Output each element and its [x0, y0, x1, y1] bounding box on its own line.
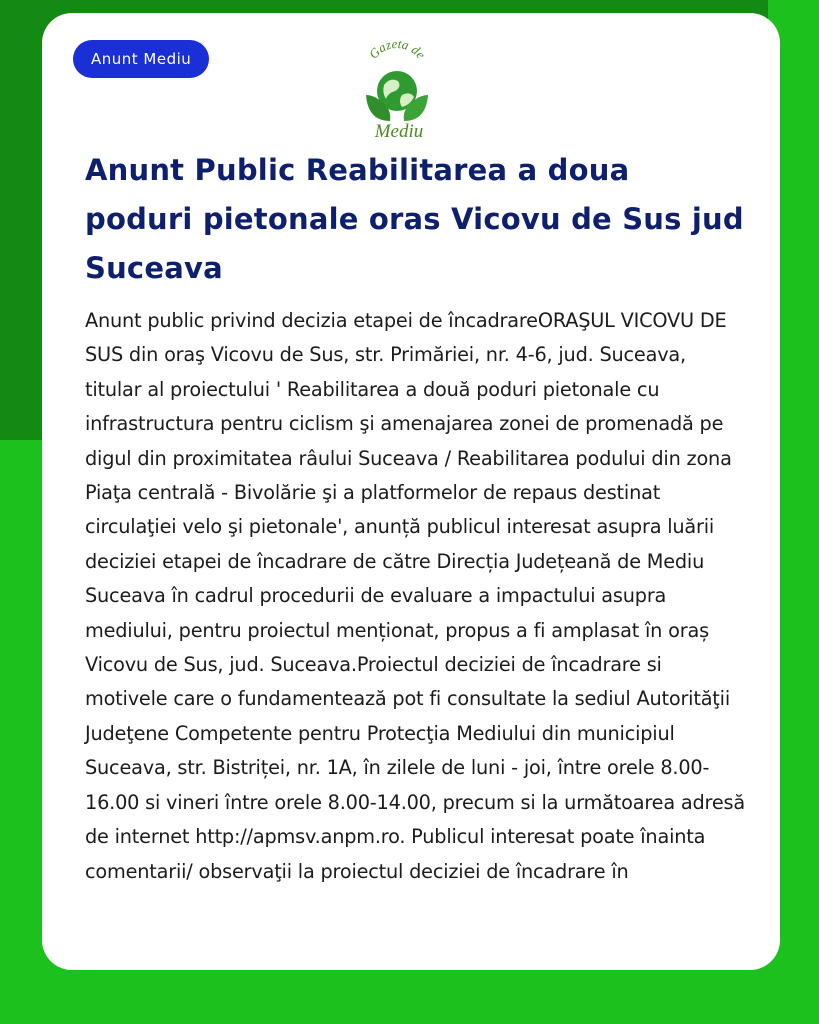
category-badge[interactable]: Anunt Mediu — [73, 40, 209, 78]
svg-text:Mediu: Mediu — [374, 121, 424, 142]
article-title: Anunt Public Reabilitarea a doua poduri pietonale oras Vicovu de Sus jud Suceava — [85, 153, 744, 285]
svg-text:Gazeta de: Gazeta de — [365, 35, 429, 62]
article-card — [42, 13, 780, 970]
article-body: Anunt public privind decizia etapei de încadrareORAŞUL VICOVU DE SUS din oraş Vicovu de Sus, str. Primăriei, nr. 4-6, jud. Suceava, titular al proiectului ' Reabilitarea a două poduri pietonale cu infrastructura pentru ciclism şi amenajarea zonei de promenadă pe digul din proximitatea râului Suceava / Reabilitarea podului din zona Piaţa centrală - Bivolărie şi a platformelor de repaus destinat circulaţiei velo şi pietonale', anunță publicul interesat asupra luării deciziei etapei de încadrare de către Direcția Județeană de Mediu Suceava în cadrul procedurii de evaluare a impactului asupra mediului, pentru proiectul menționat, propus a fi amplasat în oraș Vicovu de Sus, jud. Suceava.Proiectul deciziei de încadrare si motivele care o fundamentează pot fi consultate la sediul Autorităţii Judeţene Competente pentru Protecţia Mediului din municipiul Suceava, str. Bistriței, nr. 1A, în zilele de luni - joi, între orele 8.00-16.00 si vineri între orele 8.00-14.00, precum si la următoarea adresă de internet http://apmsv.anpm.ro. Publicul interesat poate înainta comentarii/ observaţii la proiectul deciziei de încadrare în — [85, 309, 745, 883]
gazeta-de-mediu-logo — [342, 33, 452, 143]
